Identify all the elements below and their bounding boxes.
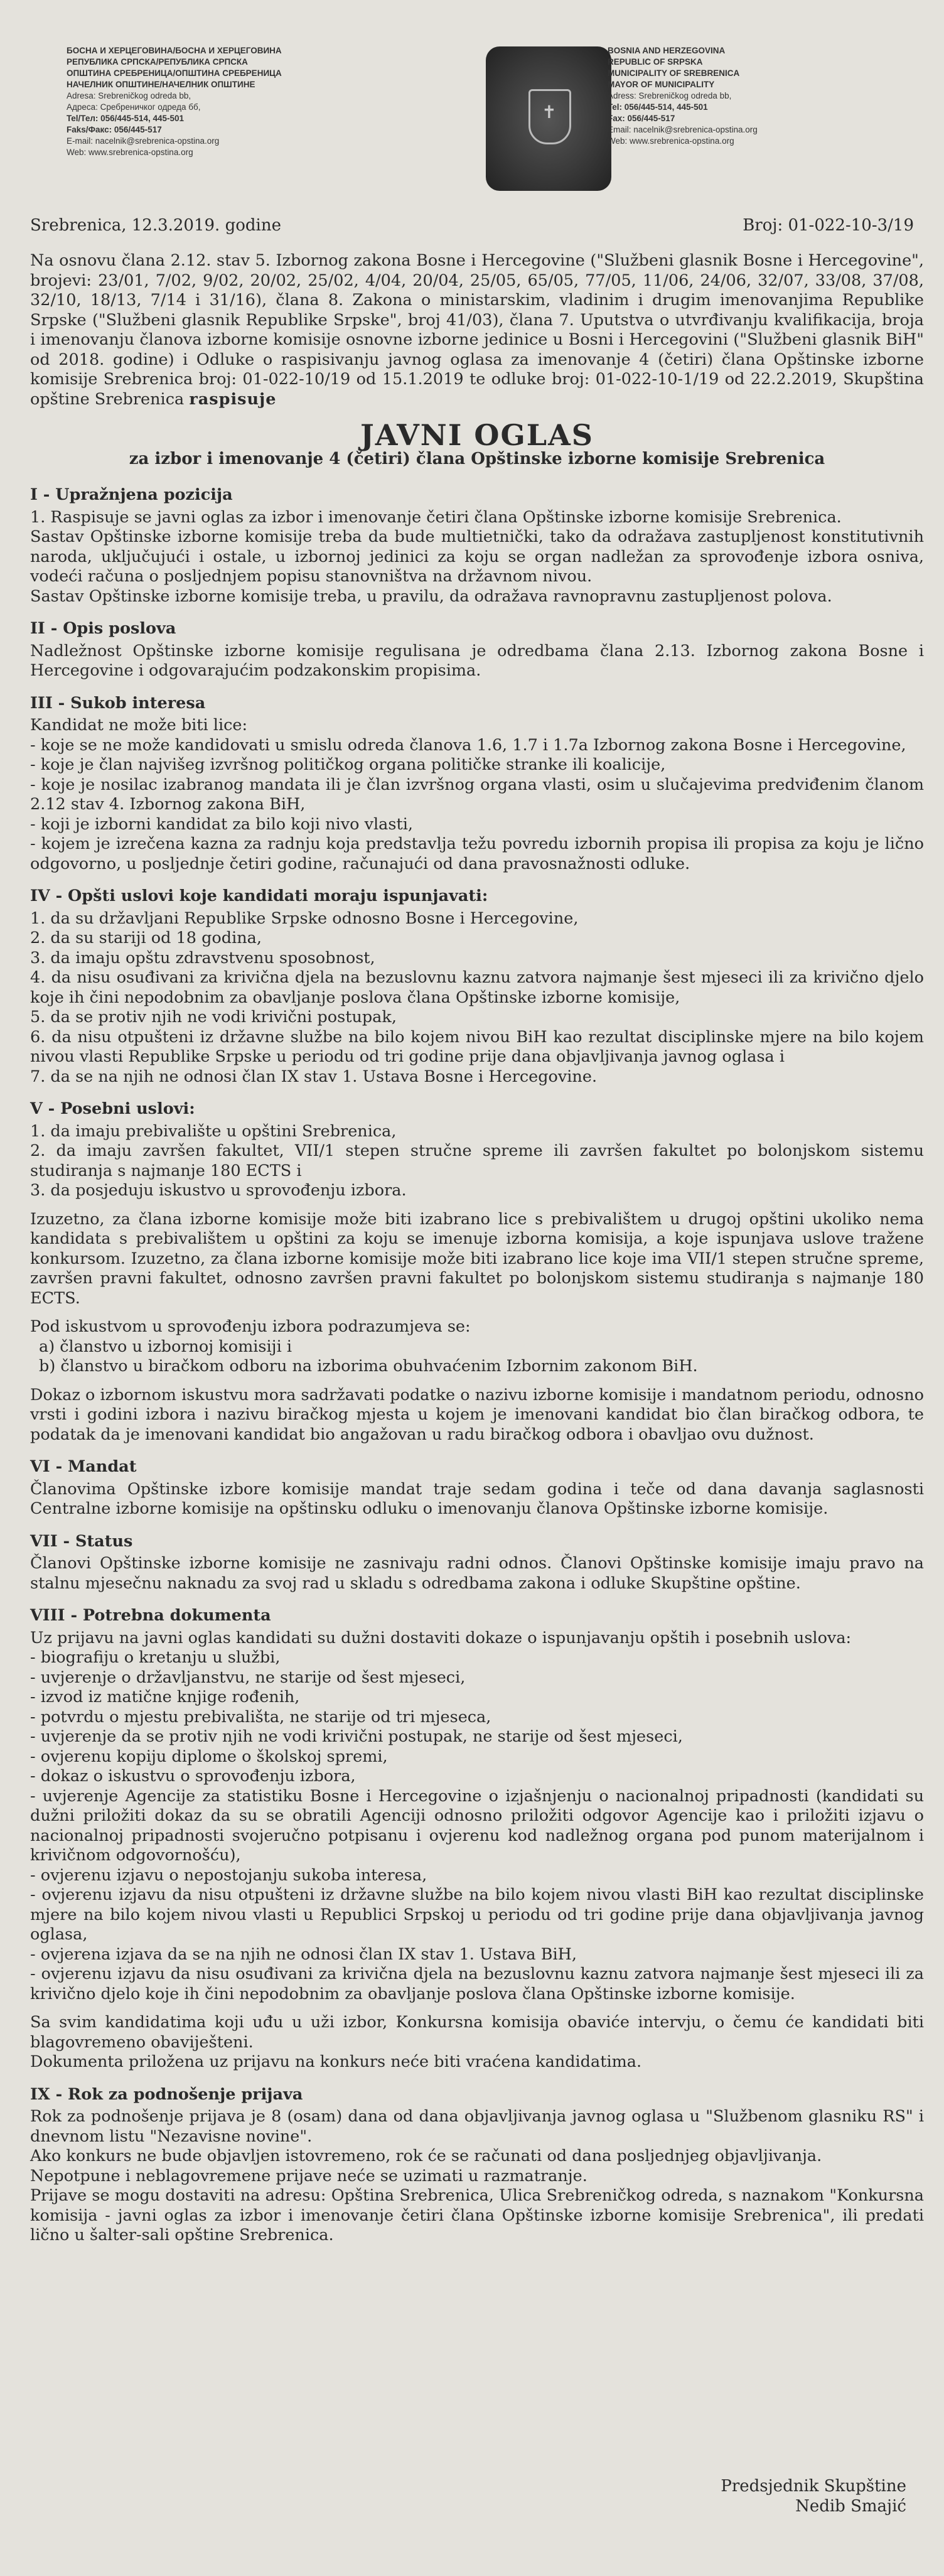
header-line: Web: www.srebrenica-opstina.org — [608, 136, 734, 146]
list-item: - ovjerenu izjavu da nisu otpušteni iz državne službe na bilo kojem nivou vlasti BiH kao rezultat disciplinske mjere na bilo kojem nivou vlasti u Republici Srpskoj u periodu od tri godine prije dana objavljivanja javnog oglasa, — [30, 1885, 924, 1944]
signature-title: Predsjednik Skupštine — [721, 2477, 906, 2496]
document-body — [30, 251, 924, 2255]
section-body — [30, 1122, 924, 1201]
section-text: Članovi Opštinske izborne komisije ne zasnivaju radni odnos. Članovi Opštinske komisije imaju pravo na stalnu mjesečnu naknadu za svoj rad u skladu s odredbama zakona i odluke Skupštine opštine. — [30, 1554, 924, 1593]
list-item: Sa svim kandidatima koji uđu u uži izbor, Konkursna komisija obaviće intervju, o čemu će kandidati biti blagovremeno obaviješteni. — [30, 2013, 924, 2052]
header-line: REPUBLIC OF SRPSKA — [608, 57, 703, 67]
header-line: Адреса: Сребреничког одреда бб, — [67, 102, 201, 112]
page-subtitle: za izbor i imenovanje 4 (četiri) člana Opštinske izborne komisije Srebrenica — [129, 449, 825, 468]
page-title: JAVNI OGLAS — [360, 418, 594, 452]
list-item: 3. da posjeduju iskustvo u sprovođenju izbora. — [30, 1181, 407, 1200]
list-item: - ovjerenu izjavu o nepostojanju sukoba interesa, — [30, 1865, 427, 1885]
header-line: ОПШТИНА СРЕБРЕНИЦА/ОПШТИНА СРЕБРЕНИЦА — [67, 68, 282, 78]
signature-name: Nedib Smajić — [795, 2497, 906, 2516]
list-item: 2. da su stariji od 18 godina, — [30, 929, 262, 947]
section-text: Dokaz o izbornom iskustvu mora sadržavati podatke o nazivu izborne komisije i mandatnom periodu, odnosno vrsti i godini izbora i nazivu biračkog mjesta u kojem je imenovani kandidat bio član biračkog odbora, te podatak da je imenovani kandidat bio angažovan u radu biračkog odbora i obavljao ovu dužnost. — [30, 1385, 924, 1444]
list-item: - koje je nosilac izabranog mandata ili je član izvršnog organa vlasti, osim u slučajevima predviđenim članom 2.12 stav 4. Izbornog zakona BiH, — [30, 775, 924, 814]
intro-paragraph — [30, 251, 924, 409]
list-item: 7. da se na njih ne odnosi član IX stav 1. Ustava Bosne i Hercegovine. — [30, 1067, 598, 1086]
section-heading: VI - Mandat — [30, 1457, 137, 1476]
list-item: - koji je izborni kandidat za bilo koji nivo vlasti, — [30, 814, 413, 834]
header-line: Adress: Srebreničkog odreda bb, — [608, 91, 732, 100]
list-lead: Kandidat ne može biti lice: — [30, 716, 248, 735]
list-item: - dokaz o iskustvu o sprovođenju izbora, — [30, 1767, 356, 1786]
section-body — [30, 716, 924, 874]
section-body — [30, 1317, 924, 1377]
document-date: Srebrenica, 12.3.2019. godine — [30, 216, 281, 235]
section-heading: VII - Status — [30, 1531, 133, 1551]
list-item: - koje je član najvišeg izvršnog političkog organa političke stranke ili koalicije, — [30, 755, 666, 774]
intro-text: Na osnovu člana 2.12. stav 5. Izbornog zakona Bosne i Hercegovine ("Službeni glasnik Bosne i Hercegovine", brojevi: 23/01, 7/02, 9/02, 20/02, 25/02, 4/04, 20/04, 25/05, 65/05, 77/05, 11/06, 24/06, 32/07, 33/08, 37/08, 32/10, 18/13, 7/14 i 31/16), člana 8. Zakona o ministarskim, vladinim i drugim imenovanjima Republike Srpske ("Službeni glasnik Republike Srpske", broj 41/03), člana 7. Uputstva o utvrđivanju kvalifikacija, broja i imenovanju članova izborne komisije osnovne izborne jedinice u Bosni i Hercegovini ("Službeni glasnik BiH" od 2018. godine) i Odluke o raspisivanju javnog oglasa za imenovanje 4 (četiri) člana Opštinske izborne komisije Srebrenica broj: 01-022-10/19 od 15.1.2019 te odluke broj: 01-022-10-1/19 od 22.2.2019, Skupština opštine Srebrenica — [30, 251, 924, 409]
section-heading: V - Posebni uslovi: — [30, 1099, 195, 1118]
list-item: - izvod iz matične knjige rođenih, — [30, 1688, 300, 1706]
list-item: - kojem je izrečena kazna za radnju koja predstavlja težu povredu izbornih propisa ili propisa za koju je lično odgovorno, u posljednje četiri godine, računajući od dana pravosnažnosti odluke. — [30, 834, 924, 873]
list-item: Prijave se mogu dostaviti na adresu: Opština Srebrenica, Ulica Srebreničkog odreda, s naznakom "Konkursna komisija - javni oglas za izbor i imenovanje četiri člana Opštinske izborne komisije Srebrenica", ili predati lično u šalter-sali opštine Srebrenica. — [30, 2186, 924, 2245]
list-item: - ovjerena izjava da se na njih ne odnosi član IX stav 1. Ustava BiH, — [30, 1944, 577, 1964]
list-item: - uvjerenje da se protiv njih ne vodi krivični postupak, ne starije od šest mjeseci, — [30, 1727, 683, 1746]
section-text: Nadležnost Opštinske izborne komisije regulisana je odredbama člana 2.13. Izbornog zakona Bosne i Hercegovine i odgovarajućim podzakonskim propisima. — [30, 641, 924, 680]
list-item: 4. da nisu osuđivani za krivična djela na bezuslovnu kaznu zatvora najmanje šest mjeseci ili za krivično djelo koje ih čini nepodobnim za obavljanje poslova člana Opštinske izborne komisije, — [30, 968, 924, 1007]
list-lead: Uz prijavu na javni oglas kandidati su dužni dostaviti dokaze o ispunjavanju opštih i posebnih uslova: — [30, 1628, 852, 1647]
list-item: - ovjerenu kopiju diplome o školskoj spremi, — [30, 1747, 388, 1766]
list-item: 1. da imaju prebivalište u opštini Srebrenica, — [30, 1121, 397, 1141]
list-item: Nepotpune i neblagovremene prijave neće se uzimati u razmatranje. — [30, 2166, 587, 2185]
list-item: Dokumenta priložena uz prijavu na konkurs neće biti vraćena kandidatima. — [30, 2052, 642, 2071]
list-item: Ako konkurs ne bude objavljen istovremeno, rok će se računati od dana posljednjeg objavljivanja. — [30, 2147, 822, 2165]
section-text: Članovima Opštinske izbore komisije mandat traje sedam godina i teče od dana davanja saglasnosti Centralne izborne komisije na opštinsku odluku o imenovanju članova Opštinske izborne komisije. — [30, 1479, 924, 1518]
section-body — [30, 2107, 924, 2246]
section-body — [30, 2013, 924, 2072]
letterhead-left — [67, 45, 330, 158]
header-line: РЕПУБЛИКА СРПСКА/РЕПУБЛИКА СРПСКА — [67, 57, 248, 67]
header-line: MUNICIPALITY OF SREBRENICA — [608, 68, 740, 78]
municipality-emblem-icon — [486, 46, 611, 191]
section-heading: I - Upražnjena pozicija — [30, 485, 233, 504]
list-item: Rok za podnošenje prijava je 8 (osam) dana od dana objavljivanja javnog oglasa u "Službenom glasniku RS" i dnevnom listu "Nezavisne novine". — [30, 2107, 924, 2146]
list-item: 1. da su državljani Republike Srpske odnosno Bosne i Hercegovine, — [30, 908, 579, 928]
list-lead: Pod iskustvom u sprovođenju izbora podrazumjeva se: — [30, 1317, 471, 1336]
section-body — [30, 909, 924, 1087]
section-text: Izuzetno, za člana izborne komisije može biti izabrano lice s prebivalištem u drugoj opštini ukoliko nema kandidata s prebivalištem u opštini za koju se imenuje izborna komisija, a koje ispunjava uslove traženе konkursom. Izuzetno, za člana izborne komisije može biti izabrano lice koje ima VII/1 stepen stručne spreme, završen pravni fakultet, odnosno završen pravni fakultet po bolonjskom sistemu studiranja s najmanje 180 ECTS. — [30, 1209, 924, 1308]
list-item: 1. Raspisuje se javni oglas za izbor i imenovanje četiri člana Opštinske izborne komisije Srebrenica. — [30, 507, 842, 527]
list-item: 6. da nisu otpušteni iz državne službe na bilo kojem nivou BiH kao rezultat disciplinske mjere na bilo kojem nivou vlasti Republike Srpske u periodu od tri godine prije dana objavljivanja javnog oglasa i — [30, 1027, 924, 1066]
header-line: E-mail: nacelnik@srebrenica-opstina.org — [67, 136, 220, 146]
header-line: БОСНА И ХЕРЦЕГОВИНА/БОСНА И ХЕРЦЕГОВИНА — [67, 46, 282, 55]
section-heading: II - Opis poslova — [30, 619, 176, 638]
list-item: b) članstvo u biračkom odboru na izborima obuhvaćenim Izbornim zakonom BiH. — [39, 1357, 698, 1376]
header-line: BOSNIA AND HERZEGOVINA — [608, 46, 726, 55]
list-item: - uvjerenje Agencije za statistiku Bosne i Hercegovine o izjašnjenju o nacionalnoj pripadnosti (kandidati su dužni priložiti dokaz da su se obratili Agenciji odnosno priložiti odgovor Agencije kao i priložiti izjavu o nacionalnoj pripadnosti svojeručno potpisanu i ovjerenu kod nadležnog organa pod punom materijalnom i krivičnom odgovornošću), — [30, 1786, 924, 1865]
section-heading: IX - Rok za podnošenje prijava — [30, 2084, 303, 2104]
header-line: НАЧЕЛНИК ОПШТИНЕ/НАЧЕЛНИК ОПШТИНЕ — [67, 80, 255, 89]
list-item: - ovjerenu izjavu da nisu osuđivani za krivična djela na bezuslovnu kaznu zatvora najmanje šest mjeseci ili za krivično djelo koje ih čini nepodobnim za obavljanje poslova člana Opštinske izborne komisije. — [30, 1964, 924, 2003]
header-line: Adresa: Srebreničkog odreda bb, — [67, 91, 191, 100]
header-line: Email: nacelnik@srebrenica-opstina.org — [608, 125, 758, 134]
list-item: Sastav Opštinske izborne komisije treba, u pravilu, da odražava ravnopravnu zastupljenost polova. — [30, 586, 832, 606]
letterhead-right — [608, 45, 877, 147]
list-item: Sastav Opštinske izborne komisije treba da bude multietnički, tako da odražava zastupljenost konstitutivnih naroda, uključujući i ostale, u izbornoj jedinici za koju se organ nadležan za sprovođenje izbora osniva, vodeći računa o posljednjem popisu stanovništva na državnom nivou. — [30, 527, 924, 586]
list-item: - potvrdu o mjestu prebivališta, ne starije od tri mjeseca, — [30, 1707, 491, 1727]
section-heading: III - Sukob interesa — [30, 693, 206, 713]
header-line: Faks/Факс: 056/445-517 — [67, 125, 162, 134]
list-item: 3. da imaju opštu zdravstvenu sposobnost, — [30, 948, 375, 967]
document-number: Broj: 01-022-10-3/19 — [743, 216, 914, 235]
cross-icon: ✝ — [542, 102, 557, 122]
list-item: 5. da se protiv njih ne vodi krivični postupak, — [30, 1008, 397, 1027]
letterhead — [67, 45, 877, 196]
header-line: Web: www.srebrenica-opstina.org — [67, 148, 193, 157]
header-line: Fax: 056/445-517 — [608, 114, 675, 123]
section-body — [30, 1629, 924, 2005]
list-item: 2. da imaju završen fakultet, VII/1 stepen stručne spreme ili završen fakultet po bolonjskom sistemu studiranja s najmanje 180 ECTS i — [30, 1141, 924, 1180]
header-line: Tel: 056/445-514, 445-501 — [608, 102, 708, 112]
signature-block — [721, 2476, 906, 2516]
section-body — [30, 508, 924, 607]
list-item: - koje se ne može kandidovati u smislu odreda članova 1.6, 1.7 i 1.7a Izbornog zakona Bosne i Hercegovine, — [30, 735, 906, 755]
list-item: a) članstvo u izbornoj komisiji i — [39, 1337, 292, 1356]
header-line: MAYOR OF MUNICIPALITY — [608, 80, 715, 89]
section-heading: IV - Opšti uslovi koje kandidati moraju ispunjavati: — [30, 887, 488, 905]
intro-keyword: raspisuje — [189, 389, 277, 409]
date-row — [30, 216, 914, 235]
section-heading: VIII - Potrebna dokumenta — [30, 1606, 271, 1625]
list-item: - uvjerenje o državljanstvu, ne starije od šest mjeseci, — [30, 1668, 466, 1687]
list-item: - biografiju o kretanju u službi, — [30, 1648, 281, 1667]
header-line: Tel/Тел: 056/445-514, 445-501 — [67, 114, 185, 123]
